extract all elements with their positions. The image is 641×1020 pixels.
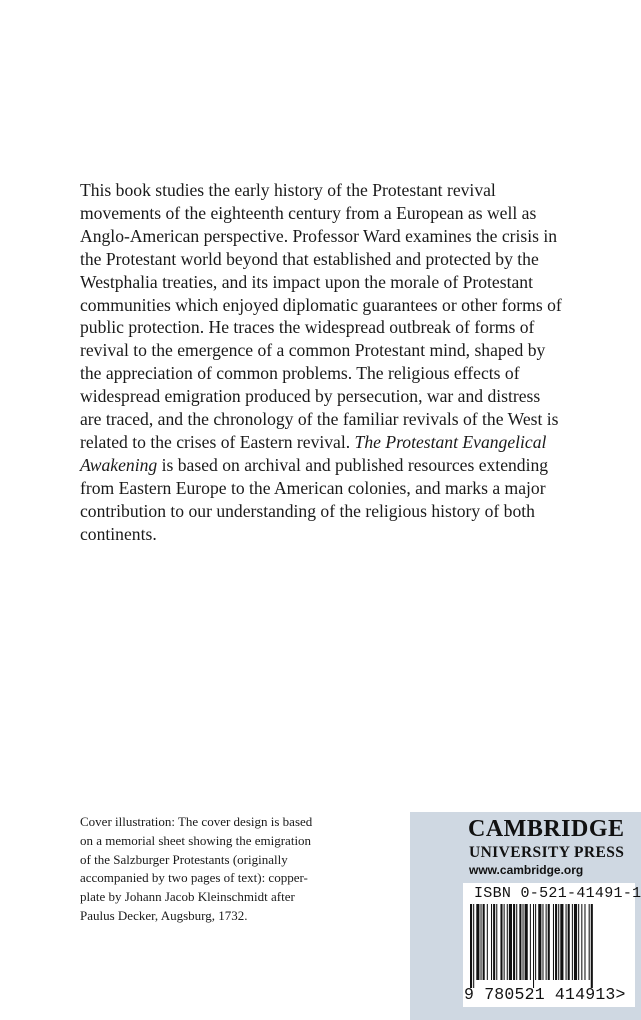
description-line: widespread emigration produced by persecution, war and distress [80, 386, 541, 407]
barcode-bar [487, 904, 488, 980]
barcode-bar [535, 904, 536, 980]
description-line: communities which enjoyed diplomatic guarantees or other forms of [80, 294, 562, 315]
barcode-bar [555, 904, 557, 980]
barcode-bar [553, 904, 554, 980]
barcode-bar [530, 904, 531, 980]
barcode-bar [481, 904, 482, 980]
credit-line: plate by Johann Jacob Kleinschmidt after [80, 889, 295, 905]
barcode-bar [560, 904, 563, 980]
description-line: are traced, and the chronology of the familiar revivals of the West is [80, 409, 559, 430]
description-line: contribution to our understanding of the religious history of both [80, 500, 535, 521]
barcode-bar [589, 904, 590, 980]
barcode-bar [483, 904, 485, 980]
credit-line: of the Salzburger Protestants (originally [80, 851, 288, 867]
barcode-bar [581, 904, 582, 980]
publisher-logo-text: CAMBRIDGE [468, 816, 625, 842]
book-title-part2: Awakening [80, 454, 158, 475]
barcode-bar [548, 904, 550, 980]
description-line: continents. [80, 523, 157, 544]
credit-line: Paulus Decker, Augsburg, 1732. [80, 907, 248, 923]
barcode-bar [493, 904, 495, 980]
barcode-bar [546, 904, 547, 980]
barcode-bar [591, 904, 593, 988]
description-line: movements of the eighteenth century from a European as well as [80, 202, 537, 223]
description-line: the Protestant world beyond that established and protected by the [80, 248, 539, 269]
barcode-bar [491, 904, 492, 980]
barcode-bar [533, 904, 534, 988]
barcode-bar [572, 904, 573, 980]
description-line: related to the crises of Eastern revival. [80, 431, 355, 452]
cover-illustration-credit [80, 813, 360, 926]
book-title-part1: The Protestant Evangelical [354, 431, 547, 452]
barcode-bar [519, 904, 521, 980]
barcode-icon [464, 904, 634, 988]
barcode-bar [568, 904, 570, 980]
credit-line: Cover illustration: The cover design is based [80, 814, 313, 829]
publisher-subtitle: UNIVERSITY PRESS [469, 844, 625, 861]
description-line: public protection. He traces the widespread outbreak of forms of [80, 317, 535, 338]
description-line: Anglo-American perspective. Professor Ward examines the crisis in [80, 225, 558, 246]
barcode-bar [584, 904, 585, 980]
barcode-bar [538, 904, 541, 980]
publisher-website: www.cambridge.org [469, 863, 584, 877]
barcode-bar [523, 904, 524, 980]
barcode-bar [470, 904, 472, 988]
barcode-number: 9 780521 414913 [464, 985, 616, 1004]
barcode-bar [473, 904, 474, 988]
credit-line: on a memorial sheet showing the emigration [80, 832, 312, 848]
description-line: is based on archival and published resources extending [157, 454, 549, 475]
description-line-with-title [80, 431, 600, 454]
barcode-bar [566, 904, 567, 980]
barcode-bar [507, 904, 508, 980]
barcode-bar [496, 904, 497, 980]
barcode-bar [513, 904, 515, 980]
description-line: revival to the emergence of a common Protestant mind, shaped by [80, 340, 546, 361]
credit-line: accompanied by two pages of text): copper- [80, 870, 308, 886]
barcode-bar [509, 904, 512, 980]
barcode-bar [558, 904, 559, 980]
barcode-bar [500, 904, 502, 980]
description-line: the appreciation of common problems. The religious effects of [80, 363, 520, 384]
description-line: This book studies the early history of the Protestant revival [80, 180, 496, 200]
isbn-label: ISBN 0-521-41491-1 [474, 885, 641, 902]
description-line: Westphalia treaties, and its impact upon the morale of Protestant [80, 271, 533, 292]
description-line-with-title [80, 454, 600, 477]
barcode-end-mark: > [615, 985, 626, 1004]
barcode-bar [542, 904, 543, 980]
barcode-bar [525, 904, 528, 980]
description-line: from Eastern Europe to the American colonies, and marks a major [80, 477, 546, 498]
description-text [80, 179, 600, 546]
barcode-bar [504, 904, 505, 980]
barcode-bar [476, 904, 479, 980]
barcode-digits [464, 985, 626, 1004]
barcode-bar [574, 904, 577, 980]
barcode-bar [516, 904, 517, 980]
barcode-bar [578, 904, 579, 980]
